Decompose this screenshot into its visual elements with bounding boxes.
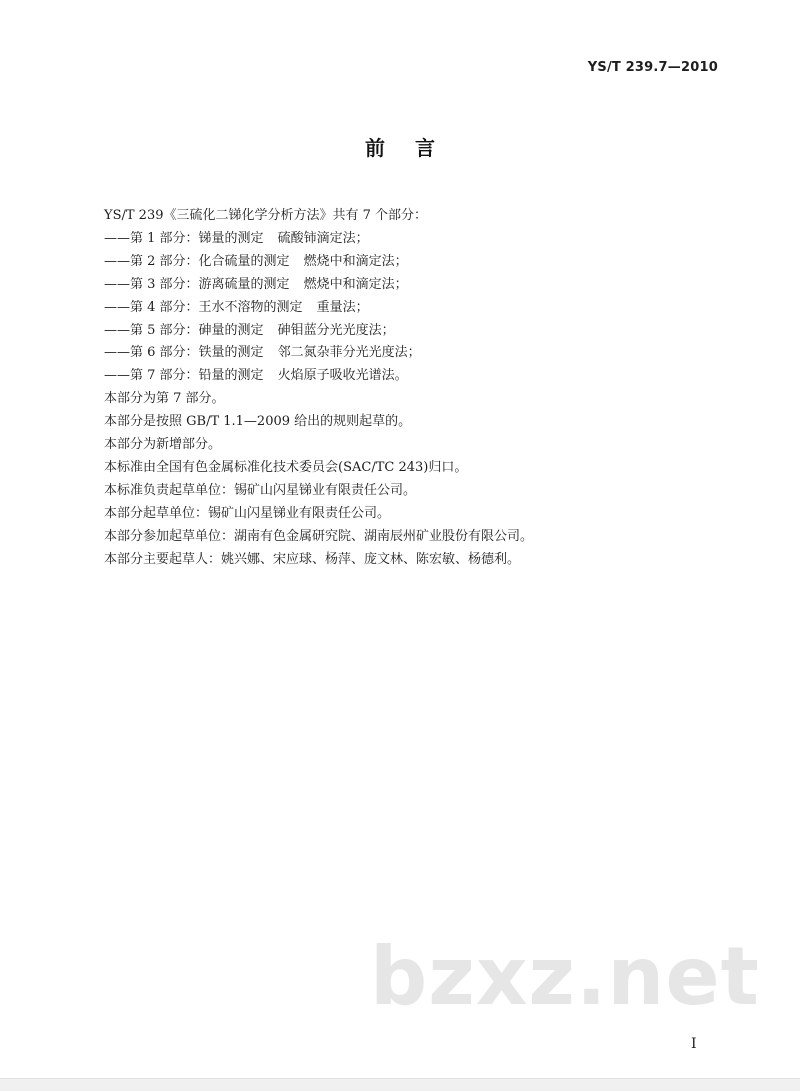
body-paragraph: 本部分是按照 GB/T 1.1—2009 给出的规则起草的。 (104, 414, 412, 430)
body-paragraph: 本部分主要起草人：姚兴娜、宋应球、杨萍、庞文林、陈宏敏、杨德利。 (104, 551, 521, 567)
page-title: 前言 (365, 136, 465, 160)
part-item (104, 342, 724, 365)
standard-number: YS/T 239.7—2010 (587, 60, 718, 75)
part-prefix: ——第 3 部分： (104, 276, 199, 292)
body-paragraph: 本部分为新增部分。 (104, 437, 222, 453)
part-subject: 铅量的测定 (198, 368, 264, 384)
part-method: 燃烧中和滴定法； (303, 253, 408, 269)
part-item (104, 274, 724, 297)
part-item (104, 297, 724, 320)
part-subject: 铁量的测定 (198, 345, 264, 361)
part-subject: 王水不溶物的测定 (198, 299, 303, 315)
part-method: 火焰原子吸收光谱法。 (277, 368, 408, 384)
watermark: bzxz.net (370, 930, 760, 1023)
body-paragraph: 本标准负责起草单位：锡矿山闪星锑业有限责任公司。 (104, 482, 417, 498)
part-method: 硫酸铈滴定法； (277, 230, 369, 246)
part-method: 燃烧中和滴定法； (303, 276, 408, 292)
intro-paragraph: YS/T 239《三硫化二锑化学分析方法》共有 7 个部分： (104, 208, 428, 223)
part-method: 重量法； (316, 299, 369, 315)
part-prefix: ——第 6 部分： (104, 345, 199, 361)
part-prefix: ——第 5 部分： (104, 322, 199, 338)
part-item (104, 228, 724, 251)
part-item (104, 251, 724, 274)
part-subject: 锑量的测定 (198, 230, 264, 246)
page-number: I (691, 1036, 697, 1052)
body-paragraph: 本部分起草单位：锡矿山闪星锑业有限责任公司。 (104, 505, 391, 521)
body-paragraph: 本部分参加起草单位：湖南有色金属研究院、湖南辰州矿业股份有限公司。 (104, 528, 534, 544)
part-method: 砷钼蓝分光光度法； (277, 322, 395, 338)
part-subject: 化合硫量的测定 (198, 253, 290, 269)
part-prefix: ——第 4 部分： (104, 299, 199, 315)
part-method: 邻二氮杂菲分光光度法； (277, 345, 421, 361)
page-bottom-edge (0, 1078, 800, 1091)
part-prefix: ——第 7 部分： (104, 368, 199, 384)
part-item (104, 320, 724, 343)
body-paragraph: 本标准由全国有色金属标准化技术委员会(SAC/TC 243)归口。 (104, 459, 468, 475)
body-paragraph: 本部分为第 7 部分。 (104, 391, 225, 407)
part-prefix: ——第 1 部分： (104, 230, 199, 246)
part-item (104, 365, 724, 388)
part-prefix: ——第 2 部分： (104, 253, 199, 269)
foreword-body (104, 205, 724, 572)
part-subject: 砷量的测定 (198, 322, 264, 338)
part-subject: 游离硫量的测定 (198, 276, 290, 292)
